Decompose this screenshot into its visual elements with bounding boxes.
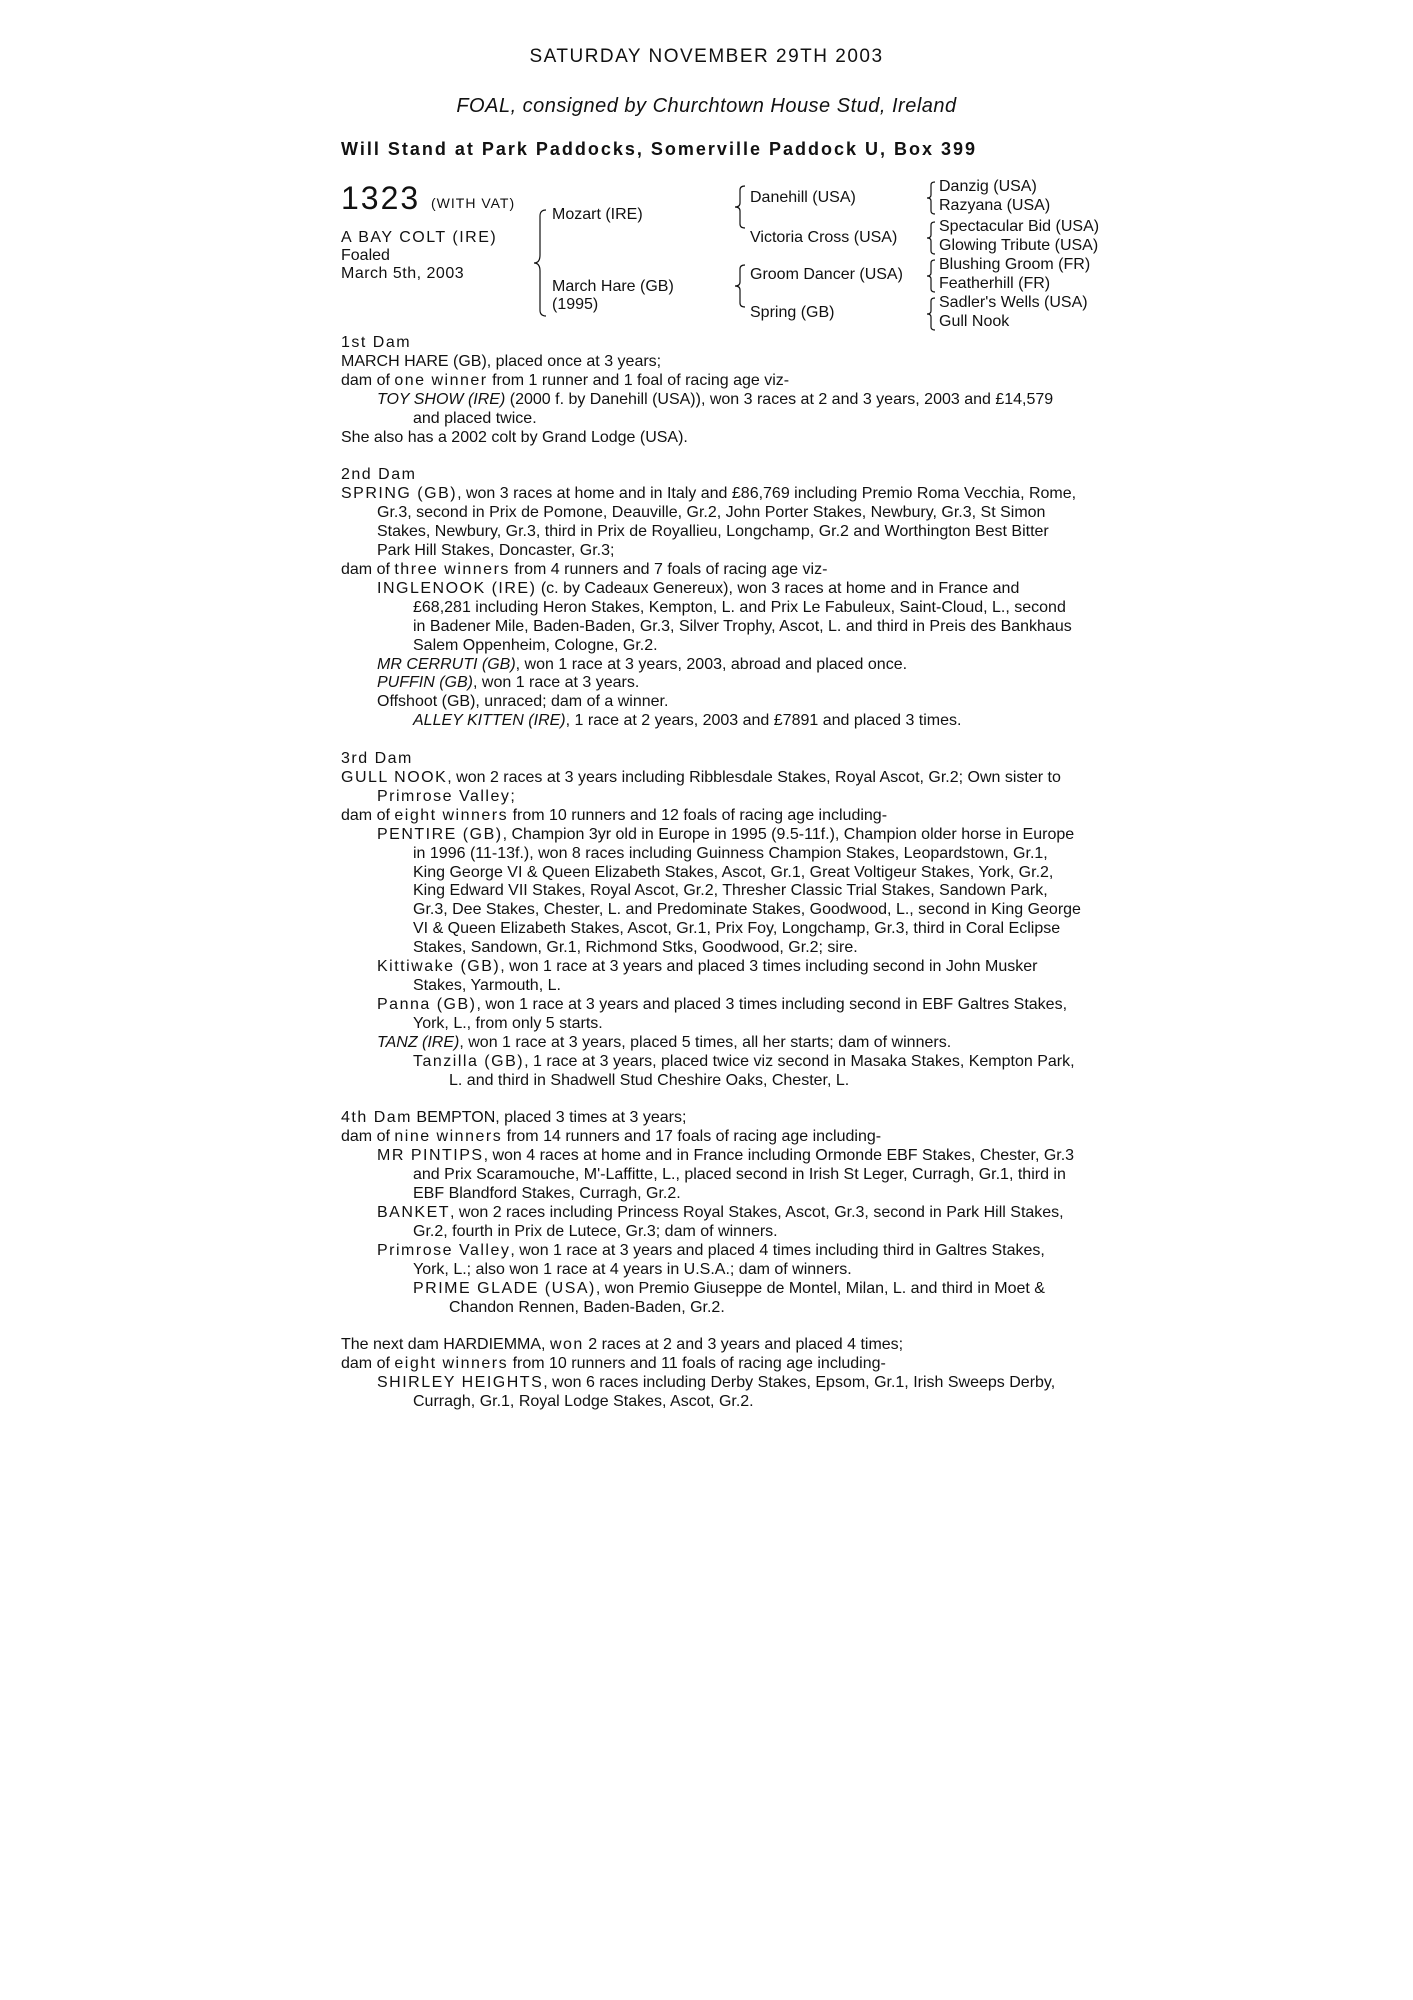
entry-puffin: PUFFIN (GB), won 1 race at 3 years. — [377, 674, 640, 692]
entry-inglenook: INGLENOOK (IRE) (c. by Cadeaux Genereux), won 3 races at home and in France and £68,281 including Heron Stakes, Kempton, L. and Prix Le Fabuleux, Saint-Cloud, L., second in Badener Mile, Baden-Baden, Gr.3, Silver Trophy, Ascot, L. and third in Preis des Bankhaus Salem Oppenheim, Cologne, Gr.2. — [377, 579, 1072, 654]
next-dam-produce: dam of eight winners from 10 runners and 11 foals of racing age including- — [341, 1355, 886, 1373]
second-dam-heading: 2nd Dam — [341, 466, 417, 484]
consignment-line: FOAL, consigned by Churchtown House Stud, Ireland — [456, 95, 957, 117]
entry-shirley-heights: SHIRLEY HEIGHTS, won 6 races including Derby Stakes, Epsom, Gr.1, Irish Sweeps Derby, Curragh, Gr.1, Royal Lodge Stakes, Ascot, Gr.2. — [377, 1374, 1056, 1411]
second-dam-produce: dam of three winners from 4 runners and 7 foals of racing age viz- — [341, 560, 828, 578]
entry-toy-show: TOY SHOW (IRE) (2000 f. by Danehill (USA)), won 3 races at 2 and 3 years, 2003 and £14,579 and placed twice. — [377, 390, 1054, 427]
next-dam-line: The next dam HARDIEMMA, won 2 races at 2 and 3 years and placed 4 times; — [341, 1336, 904, 1354]
entry-kittiwake: Kittiwake (GB), won 1 race at 3 years and placed 3 times including second in John Musker Stakes, Yarmouth, L. — [377, 958, 1038, 994]
pedigree-block — [341, 178, 1141, 338]
fourth-dam-line: 4th Dam BEMPTON, placed 3 times at 3 years; — [341, 1109, 687, 1127]
dam-sire: Groom Dancer (USA) — [750, 266, 903, 283]
entry-tanzilla: Tanzilla (GB), 1 race at 3 years, placed twice viz second in Masaka Stakes, Kempton Park, L. and third in Shadwell Stud Cheshire Oaks, Chester, L. — [413, 1052, 1075, 1089]
gen3-2: Razyana (USA) — [939, 197, 1051, 214]
dam-name: March Hare (GB) — [552, 278, 674, 295]
brace-dam-icon — [734, 263, 746, 309]
entry-mr-cerruti: MR CERRUTI (GB), won 1 race at 3 years, 2003, abroad and placed once. — [377, 655, 908, 673]
brace-sire-icon — [734, 184, 746, 230]
catalogue-text — [341, 334, 1081, 1412]
fourth-dam-produce: dam of nine winners from 14 runners and 17 foals of racing age including- — [341, 1128, 882, 1146]
third-dam-heading: 3rd Dam — [341, 750, 413, 768]
dam-year: (1995) — [552, 296, 599, 313]
lot-name: A BAY COLT (IRE) — [341, 229, 498, 246]
foaled-label: Foaled — [341, 247, 390, 264]
entry-primrose-valley: Primrose Valley, won 1 race at 3 years and placed 4 times including third in Galtres Stakes, York, L.; also won 1 race at 4 years in U.S.A.; dam of winners. — [377, 1241, 1045, 1278]
gen3-7: Sadler's Wells (USA) — [939, 294, 1088, 311]
foaled-date: March 5th, 2003 — [341, 265, 465, 282]
sale-date: SATURDAY NOVEMBER 29TH 2003 — [529, 46, 884, 67]
gen3-4: Glowing Tribute (USA) — [939, 237, 1099, 254]
entry-mr-pintips: MR PINTIPS, won 4 races at home and in France including Ormonde EBF Stakes, Chester, Gr.3 and Prix Scaramouche, M'-Laffitte, L., placed second in Irish St Leger, Curragh, Gr.1, third in EBF Blandford Stakes, Curragh, Gr.2. — [377, 1147, 1075, 1203]
entry-offshoot: Offshoot (GB), unraced; dam of a winner. — [377, 693, 669, 711]
stand-location: Will Stand at Park Paddocks, Somerville Paddock U, Box 399 — [341, 139, 978, 159]
entry-gull-nook: GULL NOOK, won 2 races at 3 years including Ribblesdale Stakes, Royal Ascot, Gr.2; Own sister to Primrose Valley; — [341, 769, 1061, 805]
entry-tanz: TANZ (IRE), won 1 race at 3 years, placed 5 times, all her starts; dam of winners. — [377, 1033, 952, 1051]
brace-g4-icon — [926, 296, 936, 332]
gen3-8: Gull Nook — [939, 313, 1010, 330]
sire-sire: Danehill (USA) — [750, 189, 856, 206]
first-dam-produce: dam of one winner from 1 runner and 1 foal of racing age viz- — [341, 371, 790, 389]
third-dam-produce: dam of eight winners from 10 runners and 12 foals of racing age including- — [341, 806, 888, 824]
gen3-6: Featherhill (FR) — [939, 275, 1051, 292]
entry-banket: BANKET, won 2 races including Princess Royal Stakes, Ascot, Gr.3, second in Park Hill Stakes, Gr.2, fourth in Prix de Lutece, Gr.3; dam of winners. — [377, 1203, 1064, 1240]
lot-number: 1323 — [341, 180, 421, 216]
first-dam-heading: 1st Dam — [341, 334, 412, 351]
entry-pentire: PENTIRE (GB), Champion 3yr old in Europe in 1995 (9.5-11f.), Champion older horse in Europe in 1996 (11-13f.), won 8 races including Guinness Champion Stakes, Leopardstown, Gr.1, King George VI & Queen Elizabeth Stakes, Ascot, Gr.1, Great Voltigeur Stakes, York, Gr.2, King Edward VII Stakes, Royal Ascot, Gr.2, Thresher Classic Trial Stakes, Sandown Park, Gr.3, Dee Stakes, Chester, L. and Predominate Stakes, Goodwood, L., second in King George VI & Queen Elizabeth Stakes, Ascot, Gr.1, Prix Foy, Longchamp, Gr.3, third in Coral Eclipse Stakes, Sandown, Gr.1, Richmond Stks, Goodwood, Gr.2; sire. — [377, 825, 1081, 957]
brace-main-icon — [533, 208, 547, 318]
lot-vat: (WITH VAT) — [431, 195, 516, 211]
sire-dam: Victoria Cross (USA) — [750, 229, 898, 246]
brace-g1-icon — [926, 180, 936, 216]
brace-g3-icon — [926, 258, 936, 294]
first-dam-foal: She also has a 2002 colt by Grand Lodge (USA). — [341, 428, 688, 446]
dam-dam: Spring (GB) — [750, 304, 835, 321]
entry-prime-glade: PRIME GLADE (USA), won Premio Giuseppe de Montel, Milan, L. and third in Moet & Chandon Rennen, Baden-Baden, Gr.2. — [413, 1279, 1045, 1316]
entry-spring: SPRING (GB), won 3 races at home and in Italy and £86,769 including Premio Roma Vecchia, Rome, Gr.3, second in Prix de Pomone, Deauville, Gr.2, John Porter Stakes, Newbury, Gr.3, St Simon Stakes, Newbury, Gr.3, third in Prix de Royallieu, Longchamp, Gr.2 and Worthington Best Bitter Park Hill Stakes, Doncaster, Gr.3; — [341, 485, 1077, 560]
first-dam-line: MARCH HARE (GB), placed once at 3 years; — [341, 352, 662, 370]
gen3-5: Blushing Groom (FR) — [939, 256, 1091, 273]
entry-alley-kitten: ALLEY KITTEN (IRE), 1 race at 2 years, 2003 and £7891 and placed 3 times. — [413, 712, 962, 730]
gen3-3: Spectacular Bid (USA) — [939, 218, 1100, 235]
brace-g2-icon — [926, 220, 936, 256]
entry-panna: Panna (GB), won 1 race at 3 years and placed 3 times including second in EBF Galtres Stakes, York, L., from only 5 starts. — [377, 995, 1068, 1032]
sire-name: Mozart (IRE) — [552, 206, 643, 223]
gen3-1: Danzig (USA) — [939, 178, 1037, 195]
